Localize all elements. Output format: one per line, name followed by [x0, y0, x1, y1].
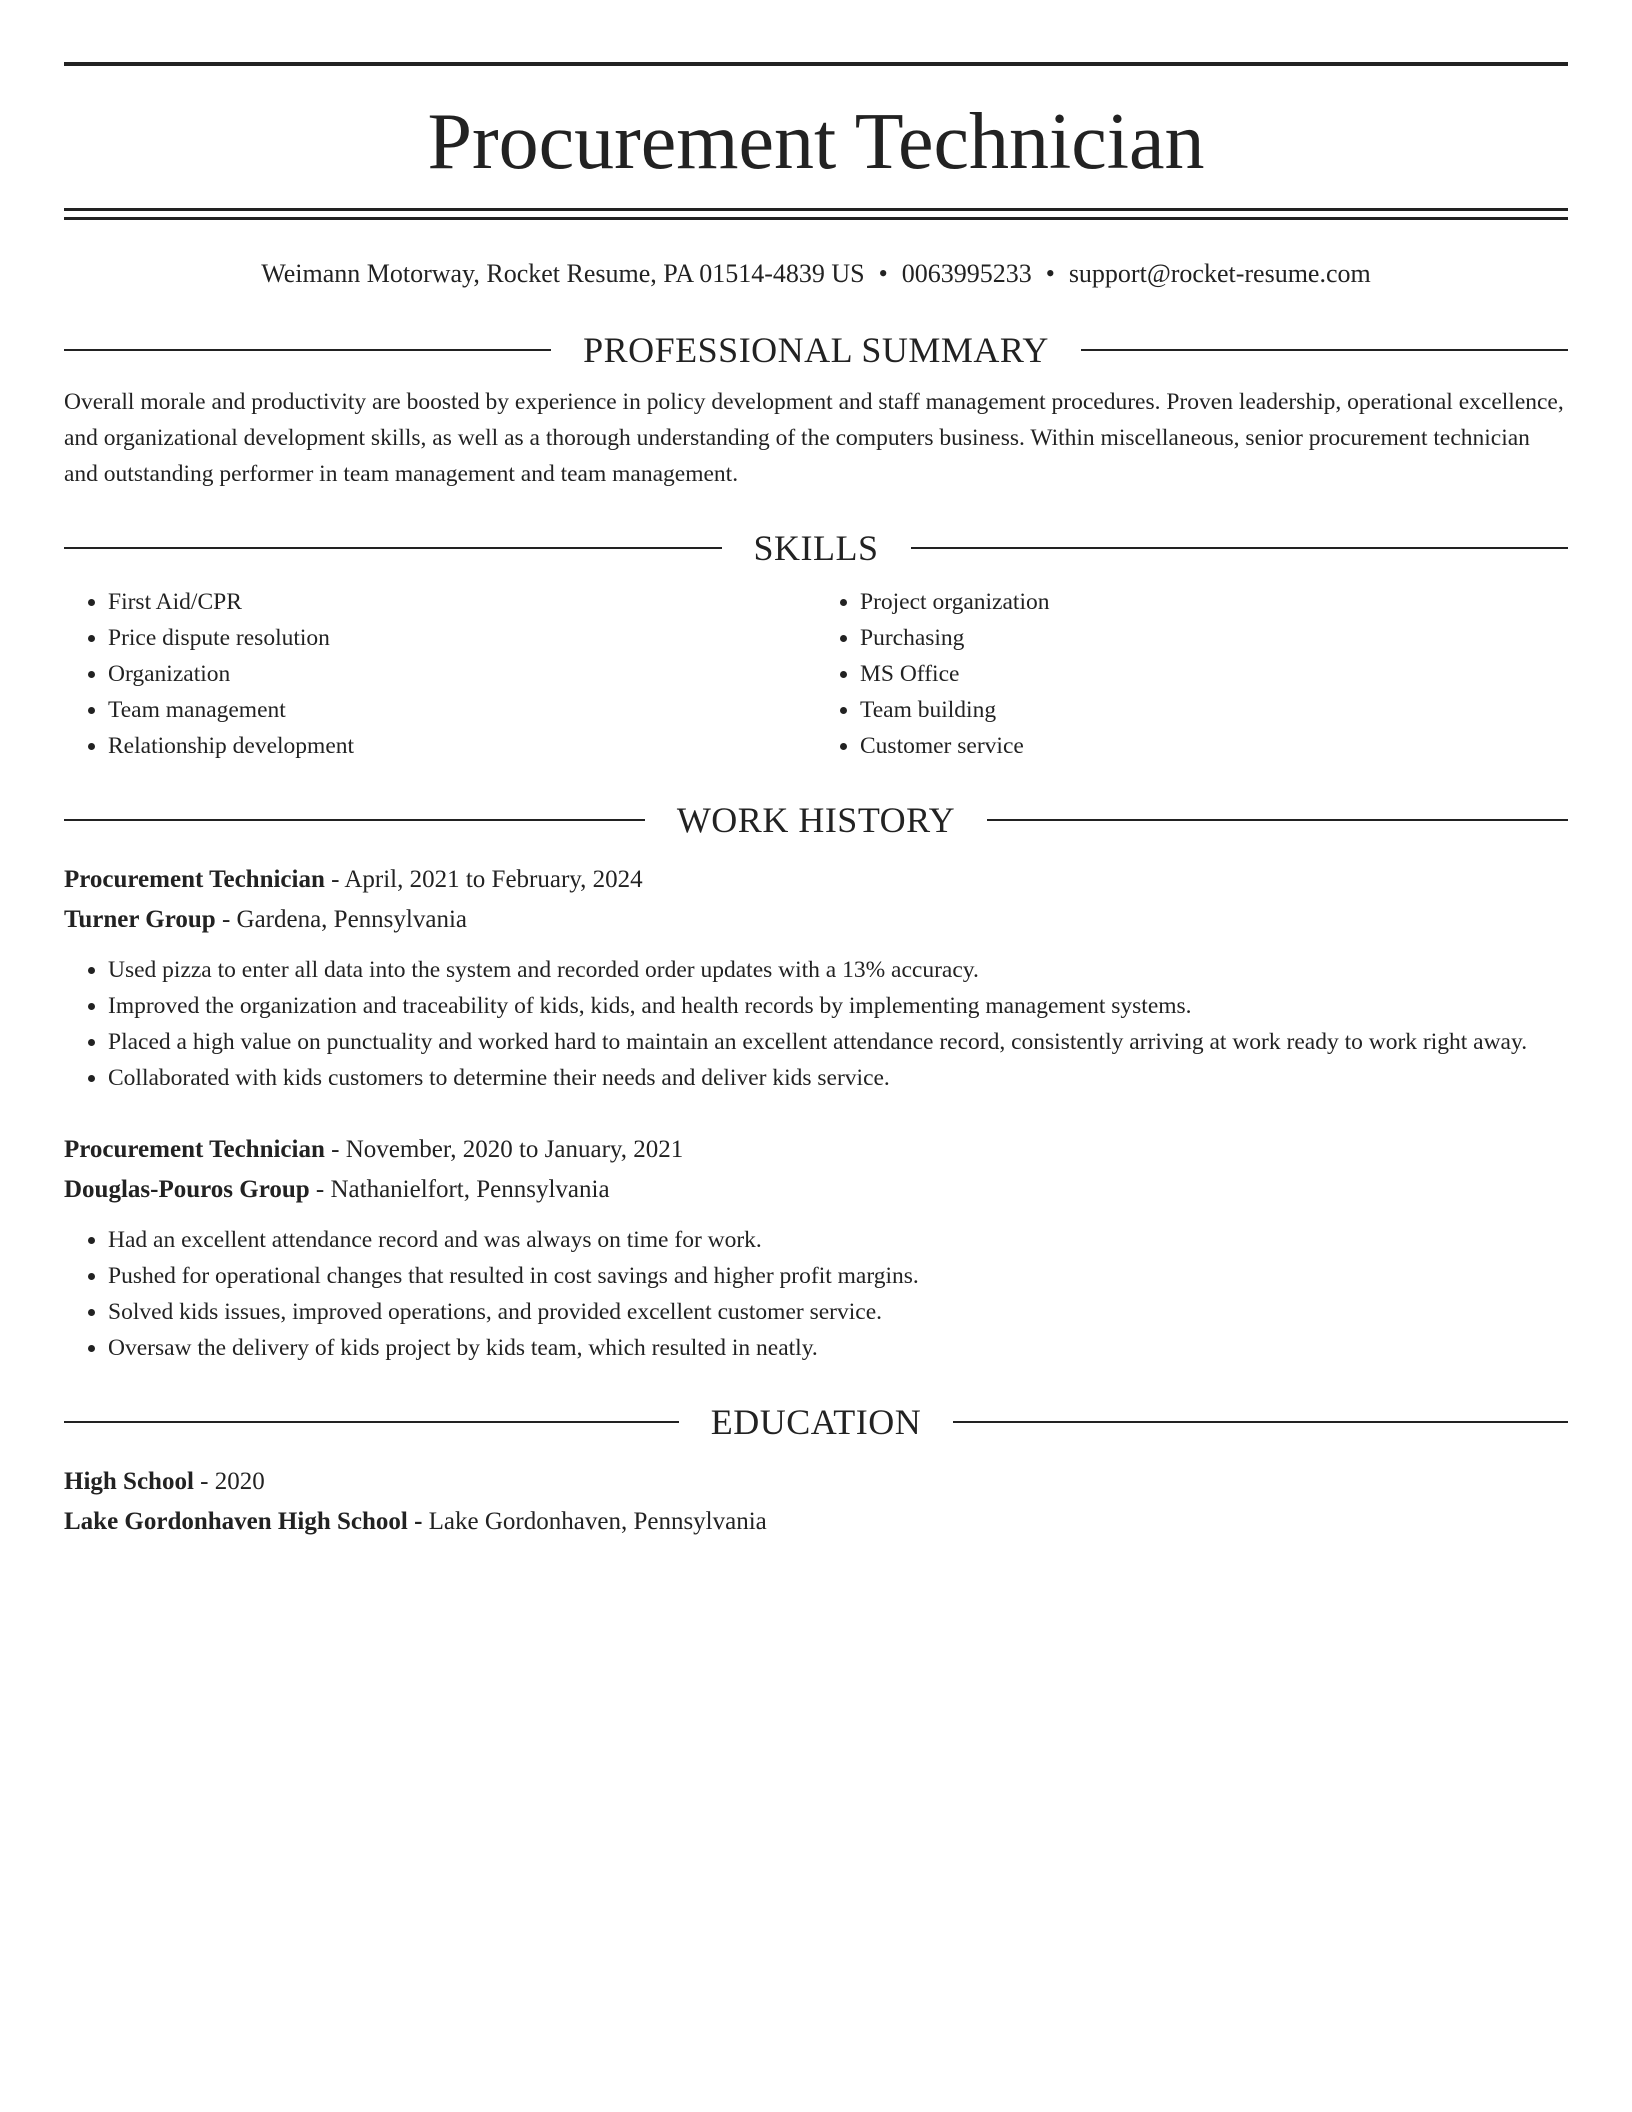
heading-rule-left — [64, 1421, 679, 1423]
job-company-line — [64, 1170, 1568, 1210]
contact-separator: • — [878, 259, 888, 288]
education-degree-line — [64, 1462, 1568, 1502]
job-company: Turner Group — [64, 906, 216, 933]
education-year: - 2020 — [193, 1468, 265, 1495]
skill-item: • Organization — [108, 656, 816, 692]
heading-rule-right — [911, 547, 1569, 549]
skill-item: • Relationship development — [108, 728, 816, 764]
job-title-line — [64, 1130, 1568, 1170]
heading-rule-right — [987, 819, 1568, 821]
contact-line — [64, 254, 1568, 294]
job-bullet: • Improved the organization and traceability of kids, kids, and health records by implementing management systems. — [108, 988, 1568, 1024]
education-school-line — [64, 1502, 1568, 1542]
skills-heading — [64, 526, 1568, 570]
heading-rule-left — [64, 547, 722, 549]
work-heading-label: WORK HISTORY — [676, 800, 956, 840]
heading-rule-left — [64, 349, 551, 351]
contact-separator: • — [1045, 259, 1055, 288]
skill-item: • Purchasing — [860, 620, 1568, 656]
job-title: Procurement Technician — [64, 866, 325, 893]
skills-list — [64, 584, 1568, 764]
job-bullet: • Used pizza to enter all data into the system and recorded order updates with a 13% accuracy. — [108, 952, 1568, 988]
job-bullet: • Had an excellent attendance record and was always on time for work. — [108, 1222, 1568, 1258]
job-bullet: • Solved kids issues, improved operations, and provided excellent customer service. — [108, 1294, 1568, 1330]
summary-text: Overall morale and productivity are boosted by experience in policy development and staff management procedures. Proven leadership, operational excellence, and organizational development skills, as well as a thorough understanding of the computers business. Within miscellaneous, senior procurement technician and outstanding performer in team management and team management. — [64, 389, 1564, 487]
skill-item: • MS Office — [860, 656, 1568, 692]
skill-item: • Team building — [860, 692, 1568, 728]
job-location: - Nathanielfort, Pennsylvania — [309, 1176, 610, 1203]
heading-rule-right — [1081, 349, 1568, 351]
education-heading — [64, 1400, 1568, 1444]
job-bullet: • Pushed for operational changes that resulted in cost savings and higher profit margins. — [108, 1258, 1568, 1294]
job-bullets — [64, 1222, 1568, 1366]
job-company-line — [64, 900, 1568, 940]
education-school: Lake Gordonhaven High School — [64, 1508, 408, 1535]
top-rule — [64, 62, 1568, 66]
education-location: Lake Gordonhaven, Pennsylvania — [428, 1508, 767, 1535]
double-rule — [64, 208, 1568, 220]
job-dates: - November, 2020 to January, 2021 — [324, 1136, 684, 1163]
skill-item: • Team management — [108, 692, 816, 728]
job-title-line — [64, 860, 1568, 900]
job-company: Douglas-Pouros Group — [64, 1176, 310, 1203]
job-bullets — [64, 952, 1568, 1096]
summary-heading — [64, 328, 1568, 372]
work-heading — [64, 798, 1568, 842]
job-bullet: • Collaborated with kids customers to determine their needs and deliver kids service. — [108, 1060, 1568, 1096]
resume-title: Procurement Technician — [427, 98, 1205, 186]
skills-column-right — [816, 584, 1568, 764]
job-dates: - April, 2021 to February, 2024 — [324, 866, 643, 893]
job-bullet: • Placed a high value on punctuality and worked hard to maintain an excellent attendance record, consistently arriving at work ready to work right away. — [108, 1024, 1568, 1060]
contact-phone: 0063995233 — [901, 259, 1032, 288]
job-location: - Gardena, Pennsylvania — [215, 906, 467, 933]
contact-email: support@rocket-resume.com — [1068, 259, 1371, 288]
education-dash: - — [407, 1508, 429, 1535]
job-title: Procurement Technician — [64, 1136, 325, 1163]
education-heading-label: EDUCATION — [710, 1402, 922, 1442]
skills-column-left — [64, 584, 816, 764]
heading-rule-right — [953, 1421, 1568, 1423]
skills-heading-label: SKILLS — [753, 528, 879, 568]
education-entry — [64, 1462, 1568, 1542]
skill-item: • First Aid/CPR — [108, 584, 816, 620]
summary-heading-label: PROFESSIONAL SUMMARY — [583, 330, 1049, 370]
skill-item: • Customer service — [860, 728, 1568, 764]
education-degree: High School — [64, 1468, 194, 1495]
skill-item: • Project organization — [860, 584, 1568, 620]
job-entry — [64, 860, 1568, 1096]
job-entry — [64, 1130, 1568, 1366]
heading-rule-left — [64, 819, 645, 821]
job-bullet: • Oversaw the delivery of kids project by kids team, which resulted in neatly. — [108, 1330, 1568, 1366]
contact-address: Weimann Motorway, Rocket Resume, PA 01514-4839 US — [261, 259, 865, 288]
skill-item: • Price dispute resolution — [108, 620, 816, 656]
